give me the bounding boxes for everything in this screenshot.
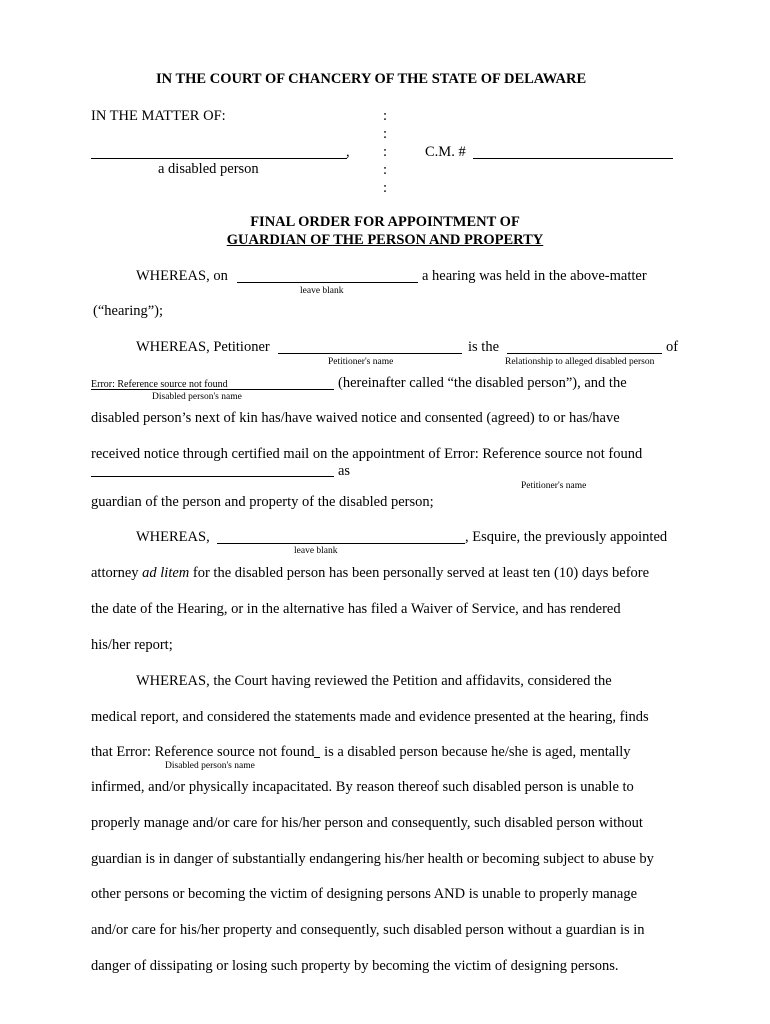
p3-text: the date of the Hearing, or in the alternative has filed a Waiver of Service, and has rendered xyxy=(91,601,621,617)
p3-text: , Esquire, the previously appointed xyxy=(465,529,668,545)
p3-text: his/her report; xyxy=(91,637,173,653)
caption-colon: : xyxy=(383,162,388,178)
field-hint: Disabled person's name xyxy=(152,392,242,402)
p4-text: that Error: Reference source not found is a disabled person because he/she is aged, mentally xyxy=(91,744,631,760)
relationship-blank xyxy=(507,353,662,354)
field-hint: Relationship to alleged disabled person xyxy=(505,357,655,367)
p1-text: WHEREAS, on xyxy=(136,268,228,284)
p4-text: other persons or becoming the victim of designing persons AND is unable to properly manage xyxy=(91,886,638,902)
disabled-person-name-blank xyxy=(91,389,334,390)
p4-text: danger of dissipating or losing such property by becoming the victim of designing persons. xyxy=(91,958,619,974)
p2-text: received notice through certified mail on the appointment of Error: Reference source not found xyxy=(91,446,643,462)
p2-text: (hereinafter called “the disabled person”), and the xyxy=(338,375,627,391)
field-hint: leave blank xyxy=(294,546,338,556)
cm-label: C.M. # xyxy=(425,144,466,160)
p2-text: guardian of the person and property of the disabled person; xyxy=(91,494,434,510)
p2-text: WHEREAS, Petitioner xyxy=(136,339,270,355)
petitioner-name-blank xyxy=(278,353,462,354)
court-title: IN THE COURT OF CHANCERY OF THE STATE OF DELAWARE xyxy=(156,71,587,87)
field-hint: Petitioner's name xyxy=(328,357,394,367)
p4-text: WHEREAS, the Court having reviewed the Petition and affidavits, considered the xyxy=(136,673,612,689)
caption-colon: : xyxy=(383,108,388,124)
caption-colon: : xyxy=(383,126,388,142)
reference-error-text: Error: Reference source not found xyxy=(91,379,228,390)
p2-text: as xyxy=(338,463,351,479)
p4-text: infirmed, and/or physically incapacitated. By reason thereof such disabled person is unable to xyxy=(91,779,634,795)
field-hint: Petitioner's name xyxy=(521,481,587,491)
p3-text: attorney ad litem for the disabled person has been personally served at least ten (10) days before xyxy=(91,565,650,581)
field-hint: leave blank xyxy=(300,286,344,296)
order-title-line2: GUARDIAN OF THE PERSON AND PROPERTY xyxy=(226,232,544,248)
p3-text: WHEREAS, xyxy=(136,529,210,545)
p2-text: is the xyxy=(468,339,500,355)
p1-text: a hearing was held in the above-matter xyxy=(422,268,647,284)
cm-number-blank xyxy=(473,158,673,159)
caption-comma: , xyxy=(346,144,350,160)
p4-text: and/or care for his/her property and consequently, such disabled person without a guardian is in xyxy=(91,922,645,938)
p4-text: medical report, and considered the statements made and evidence presented at the hearing, finds xyxy=(91,709,649,725)
field-hint: Disabled person's name xyxy=(165,761,255,771)
p4-text: guardian is in danger of substantially endangering his/her health or becoming subject to abuse by xyxy=(91,851,654,867)
disabled-person-label: a disabled person xyxy=(158,161,259,177)
guardian-name-blank xyxy=(91,476,334,477)
caption-colon: : xyxy=(383,180,388,196)
p2-text: of xyxy=(666,339,679,355)
p1-text: (“hearing”); xyxy=(93,303,164,319)
p2-text: disabled person’s next of kin has/have waived notice and consented (agreed) to or has/have xyxy=(91,410,620,426)
order-title-line1: FINAL ORDER FOR APPOINTMENT OF xyxy=(250,214,520,230)
p4-text: properly manage and/or care for his/her person and consequently, such disabled person without xyxy=(91,815,643,831)
attorney-name-blank xyxy=(217,543,465,544)
hearing-date-blank xyxy=(237,282,418,283)
matter-label: IN THE MATTER OF: xyxy=(91,108,226,124)
caption-colon: : xyxy=(383,144,388,160)
disabled-person-name-blank xyxy=(91,158,347,159)
